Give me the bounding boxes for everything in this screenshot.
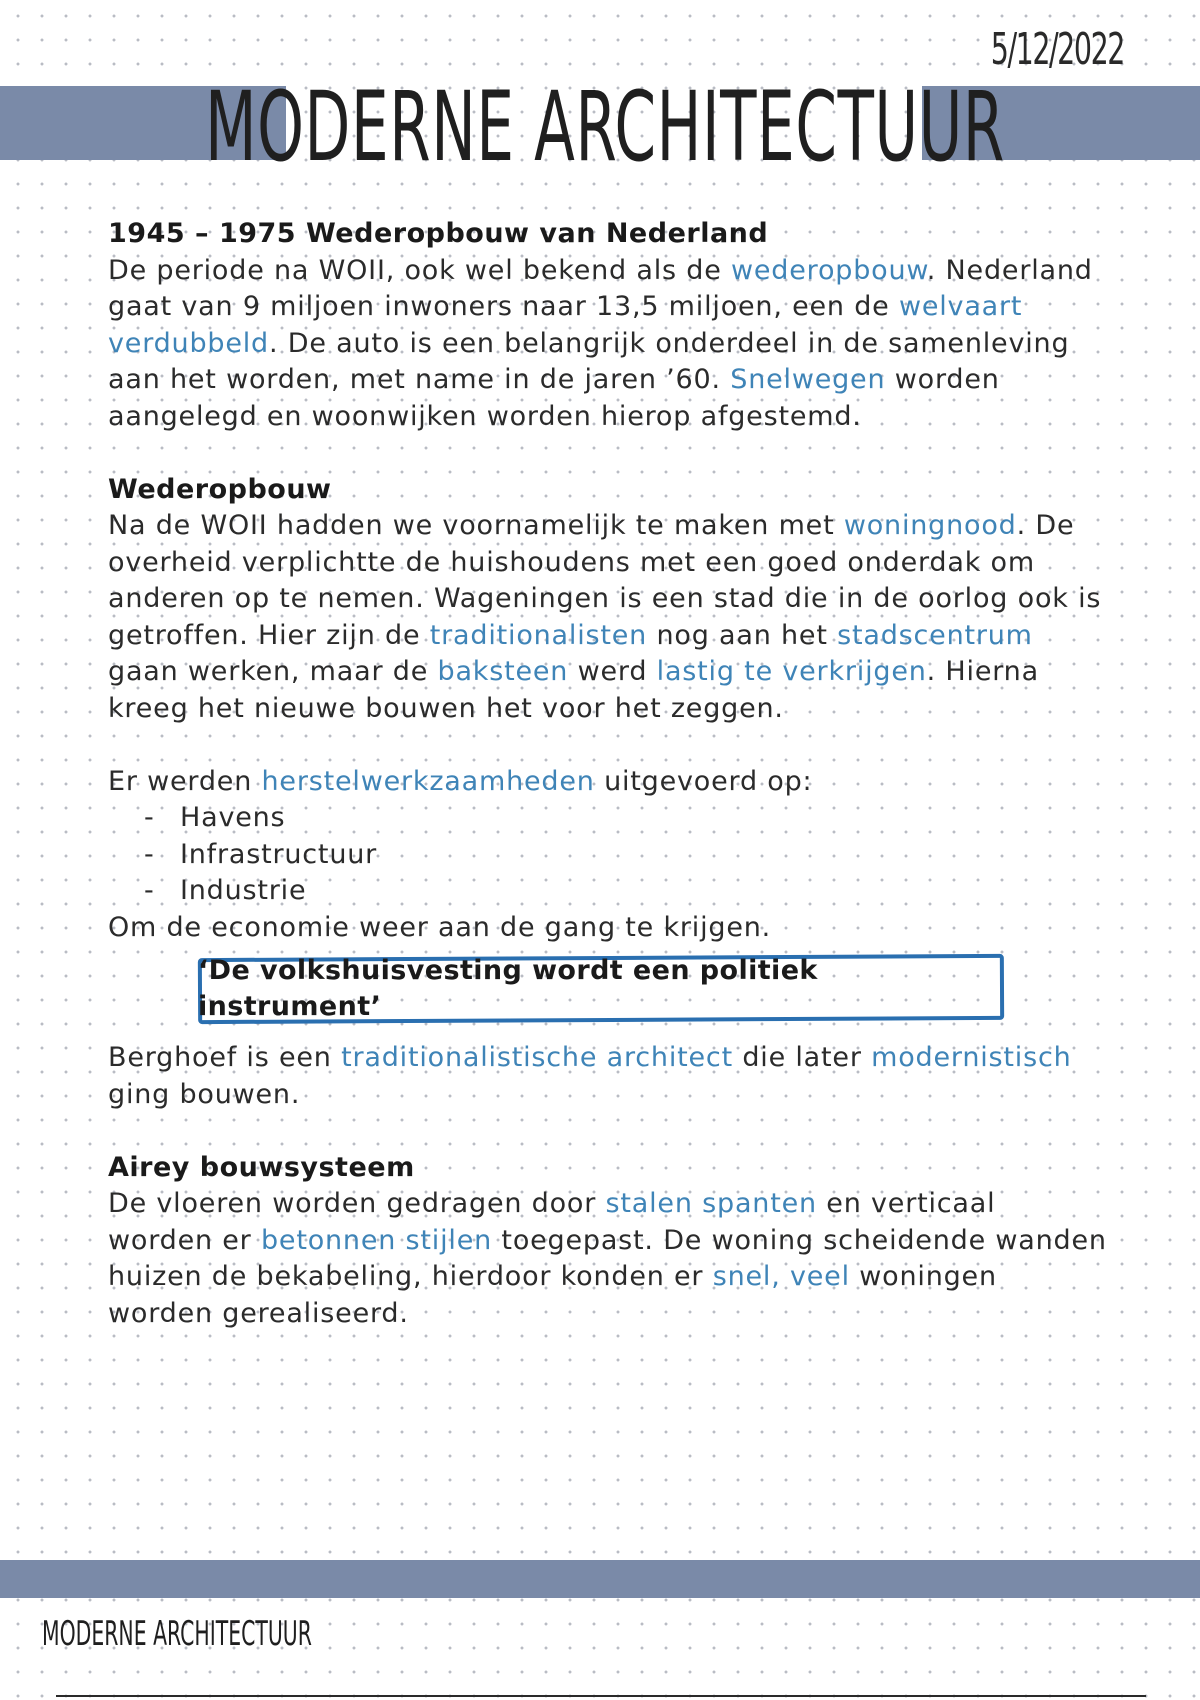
text: Er werden xyxy=(108,765,262,797)
highlight-term: stadscentrum xyxy=(837,619,1033,651)
highlight-term: betonnen stijlen xyxy=(260,1224,493,1256)
footer-title xyxy=(42,1614,492,1654)
text: gaan werken, maar de xyxy=(108,656,438,687)
quote-callout xyxy=(198,956,1004,1022)
list-item: - Havens xyxy=(144,800,1108,837)
list-item: - Industrie xyxy=(144,873,1108,910)
spacer xyxy=(108,1113,1108,1150)
text: De periode na WOII, ook wel bekend als de xyxy=(108,254,731,286)
footer-title-text: MODERNE ARCHITECTUUR xyxy=(42,1614,312,1654)
text: De vloeren worden gedragen door xyxy=(108,1188,606,1219)
spacer xyxy=(108,435,1108,472)
highlight-term: herstelwerkzaamheden xyxy=(261,765,595,797)
text: toegepast. De woning scheidende wanden huizen de bekabeling, hierdoor konden er xyxy=(108,1224,1107,1292)
paragraph-wederopbouw-nederland xyxy=(108,253,1108,436)
date: 5/12/2022 xyxy=(990,24,1124,75)
highlight-term: wederopbouw xyxy=(731,254,927,286)
page-title-text: MODERNE ARCHITECTUUR xyxy=(205,71,1005,183)
text: werd xyxy=(568,656,657,687)
highlight-term: lastig te verkrijgen xyxy=(656,656,927,687)
text: uitgevoerd op: xyxy=(594,765,813,797)
highlight-term: snel, veel xyxy=(712,1261,850,1292)
page-title xyxy=(205,71,1005,183)
text: Berghoef is een xyxy=(108,1042,342,1073)
text: ging bouwen. xyxy=(108,1078,301,1110)
highlight-term: baksteen xyxy=(437,656,569,687)
bullet-list xyxy=(108,800,1108,910)
highlight-term: welvaart verdubbeld xyxy=(108,291,1023,359)
highlight-term: traditionalistische architect xyxy=(341,1042,733,1073)
paragraph-herstelwerkzaamheden xyxy=(108,764,1108,801)
text: . De overheid verplichtte de huishoudens met een goed onderdak om anderen op te nemen. Wageningen is een stad die in de oorlog ook is getroffen. Hier zijn de xyxy=(108,510,1102,651)
list-item: - Infrastructuur xyxy=(144,837,1108,874)
highlight-term: modernistisch xyxy=(871,1042,1072,1073)
highlight-term: Snelwegen xyxy=(730,364,886,395)
footer-band xyxy=(0,1560,1200,1598)
quote-text: ‘De volkshuisvesting wordt een politiek instrument’ xyxy=(198,954,818,1022)
highlight-term: traditionalisten xyxy=(429,619,648,651)
text: die later xyxy=(732,1042,872,1073)
text: Na de WOII hadden we voornamelijk te maken met xyxy=(108,510,844,541)
paragraph-airey xyxy=(108,1186,1108,1332)
section-heading-airey: Airey bouwsysteem xyxy=(108,1151,415,1183)
paragraph-economie: Om de economie weer aan de gang te krijgen. xyxy=(108,911,772,943)
text: en verticaal worden er xyxy=(108,1188,996,1256)
text: . De auto is een belangrijk onderdeel in de samenleving aan het worden, met name in de jaren ’60. xyxy=(108,327,1070,395)
text: worden aangelegd en woonwijken worden hierop afgestemd. xyxy=(108,364,1000,432)
spacer xyxy=(108,727,1108,764)
section-heading-wederopbouw: Wederopbouw xyxy=(108,473,332,505)
paragraph-wederopbouw xyxy=(108,508,1108,727)
highlight-term: woningnood xyxy=(843,510,1017,541)
section-heading-wederopbouw-nederland: 1945 – 1975 Wederopbouw van Nederland xyxy=(108,218,769,249)
text: . Nederland gaat van 9 miljoen inwoners naar 13,5 miljoen, een de xyxy=(108,254,1093,322)
highlight-term: stalen spanten xyxy=(605,1188,817,1219)
paragraph-berghoef xyxy=(108,1040,1108,1113)
notes-content xyxy=(108,216,1108,1332)
text: woningen worden gerealiseerd. xyxy=(108,1261,997,1329)
text: nog aan het xyxy=(647,619,838,651)
text: . Hierna kreeg het nieuwe bouwen het voor het zeggen. xyxy=(108,656,1039,724)
footer-rule xyxy=(56,1695,1146,1697)
